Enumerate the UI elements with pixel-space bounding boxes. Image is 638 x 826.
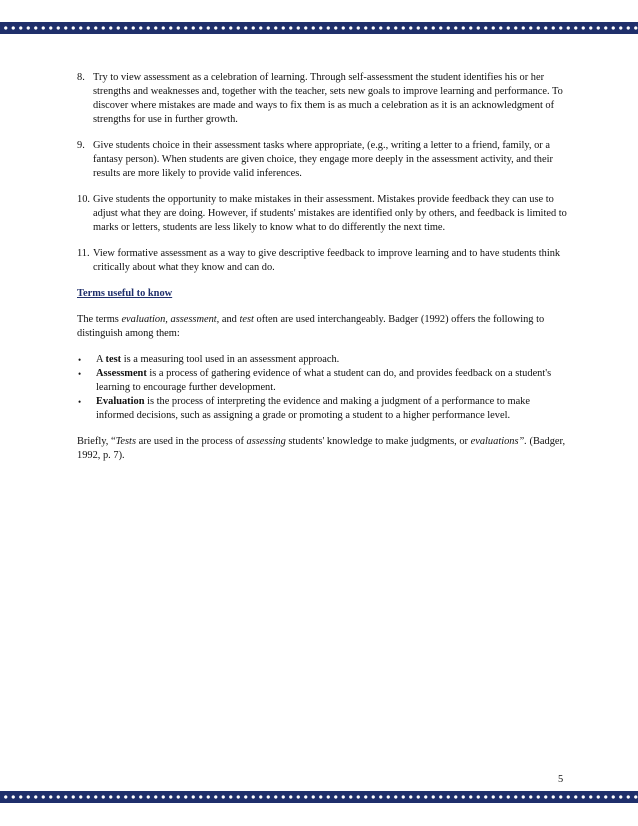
- bullet-icon: •: [78, 397, 82, 407]
- intro-term-test: test: [239, 314, 254, 325]
- list-item: [77, 139, 567, 181]
- list-item: [77, 193, 567, 235]
- definition-item: • Assessment is a process of gathering evidence of what a student can do, and provides feedback on a student's learning to encourage further development.: [78, 368, 552, 393]
- list-item-number: 11.: [77, 248, 90, 259]
- page-number: 5: [558, 774, 564, 785]
- list-item: [77, 247, 567, 275]
- top-decorative-border: [0, 22, 638, 34]
- page-content: [77, 71, 567, 475]
- list-item-number: 10.: [77, 194, 90, 205]
- definition-item: • A test is a measuring tool used in an assessment approach.: [78, 354, 340, 365]
- definition-list: [77, 353, 567, 423]
- definition-term: Assessment: [96, 368, 147, 379]
- bullet-icon: •: [78, 355, 82, 365]
- definition-item: • Evaluation is the process of interpreting the evidence and making a judgment of a performance to make informed decisions, such as assigning a grade or promoting a student to a higher performance level.: [78, 396, 530, 421]
- list-item-text: Give students the opportunity to make mistakes in their assessment. Mistakes provide feedback they can use to adjust what they are doing. However, if students' mistakes are identified only by others, and feedback is limited to marks or letters, students are less likely to know what to do differently the next time.: [93, 194, 567, 233]
- definition-term: Evaluation: [96, 396, 145, 407]
- bullet-icon: •: [78, 369, 82, 379]
- section-heading: Terms useful to know: [77, 288, 173, 299]
- list-item-text: Try to view assessment as a celebration of learning. Through self-assessment the student identifies his or her strengths and weaknesses and, together with the teacher, sets new goals to improve learning and performance. To discover where mistakes are made and ways to fix them is as much a celebration as it is an acknowledgment of strengths for use in further growth.: [93, 72, 563, 125]
- definition-term: test: [105, 354, 122, 365]
- list-item: [77, 71, 567, 127]
- list-item-text: View formative assessment as a way to give descriptive feedback to improve learning and to have students think critically about what they know and can do.: [93, 248, 561, 273]
- list-item-number: 9.: [77, 140, 85, 151]
- summary-paragraph: Briefly, “Tests are used in the process of assessing students' knowledge to make judgments, or evaluations”. (Badger, 1992, p. 7).: [77, 436, 566, 461]
- intro-paragraph: The terms evaluation, assessment, and test often are used interchangeably. Badger (1992) offers the following to distinguish among them:: [77, 314, 545, 339]
- bottom-decorative-border: [0, 791, 638, 803]
- list-item-text: Give students choice in their assessment tasks where appropriate, (e.g., writing a letter to a friend, family, or a fantasy person). When students are given choice, they engage more deeply in the assessment activity, and their results are more likely to provide valid inferences.: [93, 140, 553, 179]
- list-item-number: 8.: [77, 72, 85, 83]
- intro-terms: evaluation, assessment,: [121, 314, 220, 325]
